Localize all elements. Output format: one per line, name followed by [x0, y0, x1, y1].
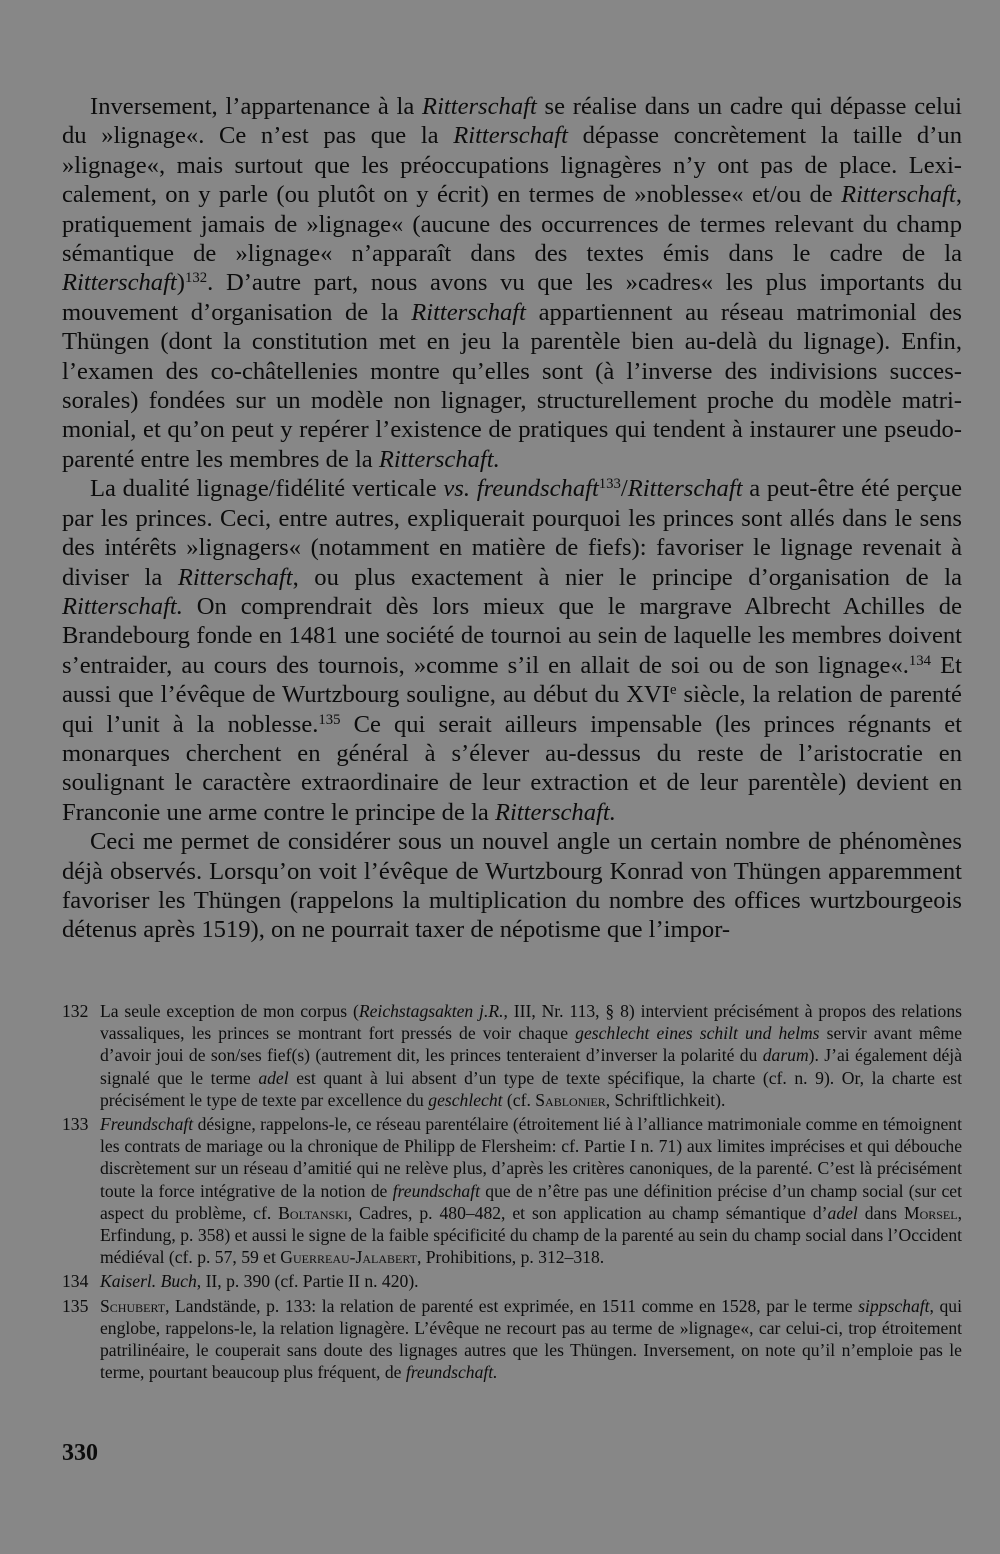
- footnote-number: 135: [62, 1295, 89, 1316]
- footnote: [62, 1113, 962, 1268]
- author-name: Morsel: [903, 1202, 958, 1223]
- italic-run: Reichstagsakten j.R.: [358, 1001, 504, 1021]
- footnote-text: La seule exception de mon corpus (Reichstagsakten j.R., III, Nr. 113, § 8) intervient précisément à propos des relations vassaliques, les princes se montrant fort pressés de voir chaque geschlecht eines schilt und helms servir avant même d’avoir joui de son/ses fief(s) (autrement dit, les princes tenteraient d’inverser la polarité du darum). J’ai également déjà signalé que le terme adel est quant à lui absent d’un type de texte spécifique, la charte (cf. n. 9). Or, la charte est précisément le type de texte par excellence du geschlecht (cf. Sablonier, Schriftlichkeit).: [100, 1001, 963, 1110]
- italic-run: Ritterschaft: [841, 181, 956, 209]
- italic-run: vs. freundschaft: [443, 475, 599, 503]
- author-name: Schubert: [100, 1295, 166, 1316]
- italic-run: Ritterschaft.: [62, 592, 183, 620]
- author-name: Guerreau-Jalabert: [280, 1247, 417, 1268]
- footnote-ref: 135: [318, 711, 341, 728]
- italic-run: Ritterschaft: [453, 122, 568, 150]
- footnote-text: Kaiserl. Buch, II, p. 390 (cf. Partie II n. 420).: [100, 1271, 419, 1292]
- italic-run: Ritterschaft: [411, 298, 526, 326]
- italic-run: geschlecht eines schilt und helms: [575, 1023, 820, 1044]
- footnote: [62, 1000, 962, 1111]
- footnote-text: Schubert, Landstände, p. 133: la relation de parenté est exprimée, en 1511 comme en 1528, par le terme sippschaft, qui englobe, rappelons-le, la relation lignagère. L’évêque ne recourt pas au terme de »lignage«, car celui-ci, trop étroitement patrilinéaire, le couperait sans doute des lignages autres que les Thüngen. Inversement, on note qu’il n’emploie pas le terme, pourtant beaucoup plus fréquent, de freundschaft.: [100, 1295, 962, 1383]
- italic-run: Ritterschaft: [62, 269, 177, 297]
- paragraph: La dualité lignage/fidélité verticale vs. freundschaft$^{133}$/Ritterschaft a peut-être été perçue par les princes. Ceci, entre autres, expliquerait pourquoi les princes sont allés dans le sens des intérêts »lignagers« (notamment en matière de fiefs): favoriser le lignage revenait à diviser la Ritterschaft, ou plus exactement à nier le principe d’organisation de la Ritterschaft. On comprendrait dès lors mieux que le margrave Albrecht Achilles de Brandebourg fonde en 1481 une société de tournoi au sein de laquelle les membres doivent s’entraider, au cours des tournois, »comme s’il en allait de soi ou de son lignage«.$^{134}$ Et aussi que l’évêque de Wurtzbourg souligne, au début du XVIe siècle, la relation de parenté qui l’unit à la noblesse.$^{135}$ Ce qui serait ailleurs impensable (les princes régnants et monarques cherchent en général à s’élever au-dessus du reste de l’aristocratie en soulignant le caractère extraordinaire de leur extraction et de leur parentèle) devient en Franconie une arme contre le principe de la Ritterschaft.: [62, 475, 963, 826]
- footnote: [62, 1295, 962, 1384]
- footnote-ref: 134: [908, 652, 932, 669]
- paragraph: Ceci me permet de considérer sous un nouvel angle un certain nombre de phénomènes déjà observés. Lorsqu’on voit l’évêque de Wurtzbourg Konrad von Thüngen apparemment favoriser les Thüngen (rappelons la multiplication du nombre des offices wurtzbourgeois détenus après 1519), on ne pourrait taxer de népotisme que l’impor-: [62, 828, 962, 944]
- footnote-text: Freundschaft désigne, rappelons-le, ce réseau parentélaire (étroitement lié à l’alliance matrimoniale comme en témoignent les contrats de mariage ou la chronique de Philipp de Flersheim: cf. Partie I n. 71) aux limites imprécises et qui débouche discrètement sur un réseau d’amitié qui ne relève plus, d’après les critères canoniques, de la parenté. C’est là précisément toute la force intégrative de la notion de freundschaft que de n’être pas une définition précise d’un champ social (sur cet aspect du problème, cf. Boltanski, Cadres, p. 480–482, et son application au champ sémantique d’adel dans Morsel, Erfindung, p. 358) et aussi le signe de la faible spécificité du champ de la parenté au sein du champ social dans l’Occident médiéval (cf. p. 57, 59 et Guerreau-Jalabert, Prohibitions, p. 312–318.: [100, 1114, 962, 1268]
- italic-run: Kaiserl. Buch: [100, 1271, 197, 1292]
- footnote-ref: e: [669, 682, 677, 699]
- italic-run: freundschaft.: [405, 1362, 498, 1383]
- page-number: 330: [62, 1440, 98, 1466]
- footnote-ref: 132: [184, 270, 208, 287]
- italic-run: Freundschaft: [100, 1114, 194, 1135]
- italic-run: adel: [827, 1202, 858, 1223]
- main-text: [62, 92, 962, 945]
- italic-run: Ritterschaft.: [378, 445, 500, 473]
- italic-run: geschlecht: [428, 1089, 503, 1110]
- paragraph: Inversement, l’appartenance à la Ritterschaft se réalise dans un cadre qui dépasse celui du »lignage«. Ce n’est pas que la Ritterschaft dépasse concrètement la taille d’un »lignage«, mais surtout que les préoccupations lignagères n’y ont pas de place. Lexicalement, on y parle (ou plutôt on y écrit) en termes de »noblesse« et/ou de Ritterschaft, pratiquement jamais de »lignage« (aucune des occurrences de termes relevant du champ sémantique de »lignage« n’apparaît dans des textes émis dans le cadre de la Ritterschaft)$^{132}$. D’autre part, nous avons vu que les »cadres« les plus importants du mouvement d’organisation de la Ritterschaft appartiennent au réseau matrimonial des Thüngen (dont la constitution met en jeu la parentèle bien au-delà du lignage). Enfin, l’examen des co-châtellenies montre qu’elles sont (à l’inverse des indivisions successorales) fondées sur un modèle non lignager, structurellement proche du modèle matrimonial, et qu’on peut y repérer l’existence de pratiques qui tendent à instaurer une pseudo-parenté entre les membres de la Ritterschaft.: [62, 93, 962, 473]
- italic-run: Ritterschaft: [177, 563, 293, 591]
- italic-run: sippschaft: [858, 1295, 930, 1316]
- author-name: Boltanski: [278, 1202, 348, 1223]
- italic-run: Ritterschaft: [627, 475, 743, 503]
- footnote-ref: 133: [598, 476, 621, 493]
- footnote-number: 134: [62, 1271, 89, 1292]
- footnote-number: 132: [62, 1001, 89, 1021]
- italic-run: darum: [762, 1045, 809, 1066]
- footnotes: [62, 1000, 962, 1385]
- italic-run: Ritterschaft: [422, 93, 537, 120]
- author-name: Sablonier: [535, 1089, 606, 1110]
- footnote-number: 133: [62, 1114, 89, 1135]
- italic-run: Ritterschaft.: [494, 798, 616, 826]
- italic-run: freundschaft: [392, 1180, 480, 1201]
- italic-run: adel: [258, 1067, 289, 1088]
- footnote: [62, 1270, 962, 1292]
